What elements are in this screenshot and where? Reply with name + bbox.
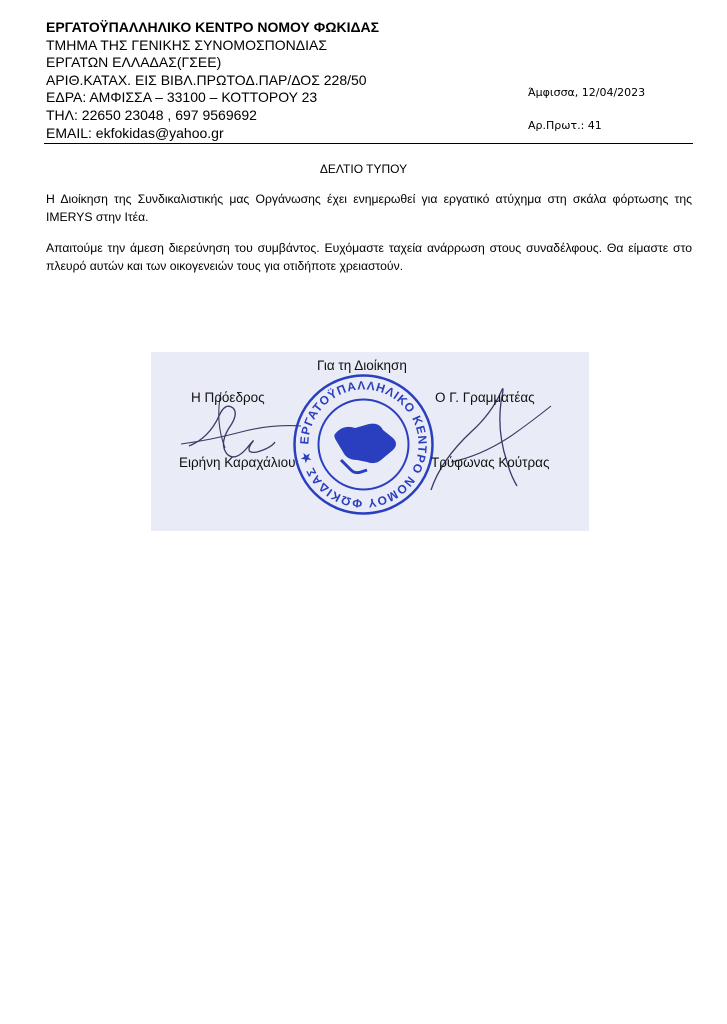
handwritten-signatures <box>151 352 589 531</box>
president-role: Η Πρόεδρος <box>191 390 265 405</box>
signature-heading: Για τη Διοίκηση <box>317 358 407 373</box>
letterhead-line: ΕΡΓΑΤΩΝ ΕΛΛΑΔΑΣ(ΓΣΕΕ) <box>46 54 222 71</box>
signature-block <box>151 352 589 531</box>
letterhead <box>46 19 486 142</box>
stamp-lettering: ΕΡΓΑΤΟΫΠΑΛΛΗΛΙΚΟ ΚΕΝΤΡΟ ΝΟΜΟΥ ΦΩΚΙΔΑΣ ★ <box>297 378 430 511</box>
body-paragraph: Απαιτούμε την άμεση διερεύνηση του συμβάντος. Ευχόμαστε ταχεία ανάρρωση στους συναδέλφους. Θα είμαστε στο πλευρό αυτών και των οικογενειών τους για οτιδήποτε χρειαστούν. <box>46 241 692 273</box>
registration-number: ΑΡΙΘ.ΚΑΤΑΧ. ΕΙΣ ΒΙΒΛ.ΠΡΩΤΟΔ.ΠΑΡ/ΔΟΣ 228/50 <box>46 71 367 88</box>
secretary-role: Ο Γ. Γραμματέας <box>435 390 535 405</box>
organization-name: ΕΡΓΑΤΟΫΠΑΛΛΗΛΙΚΟ ΚΕΝΤΡΟ ΝΟΜΟΥ ΦΩΚΙΔΑΣ <box>46 19 380 35</box>
letterhead-line: ΤΜΗΜΑ ΤΗΣ ΓΕΝΙΚΗΣ ΣΥΝΟΜΟΣΠΟΝΔΙΑΣ <box>46 36 327 53</box>
document-title: ΔΕΛΤΙΟ ΤΥΠΟΥ <box>319 162 408 176</box>
header-divider <box>44 143 693 144</box>
protocol-number: Αρ.Πρωτ.: 41 <box>528 119 602 132</box>
address: ΕΔΡΑ: ΑΜΦΙΣΣΑ – 33100 – ΚΟΤΤΟΡΟΥ 23 <box>46 89 318 106</box>
body-paragraph: Η Διοίκηση της Συνδικαλιστικής μας Οργάνωσης έχει ενημερωθεί για εργατικό ατύχημα στη σκάλα φόρτωσης της IMERYS στην Ιτέα. <box>46 192 692 224</box>
document-date: Άμφισσα, 12/04/2023 <box>528 86 646 99</box>
secretary-name: Τρύφωνας Κούτρας <box>431 455 550 470</box>
president-name: Ειρήνη Καραχάλιου <box>179 455 296 470</box>
email: EMAIL: ekfokidas@yahoo.gr <box>46 124 224 141</box>
phone-numbers: ΤΗΛ: 22650 23048 , 697 9569692 <box>46 106 257 123</box>
